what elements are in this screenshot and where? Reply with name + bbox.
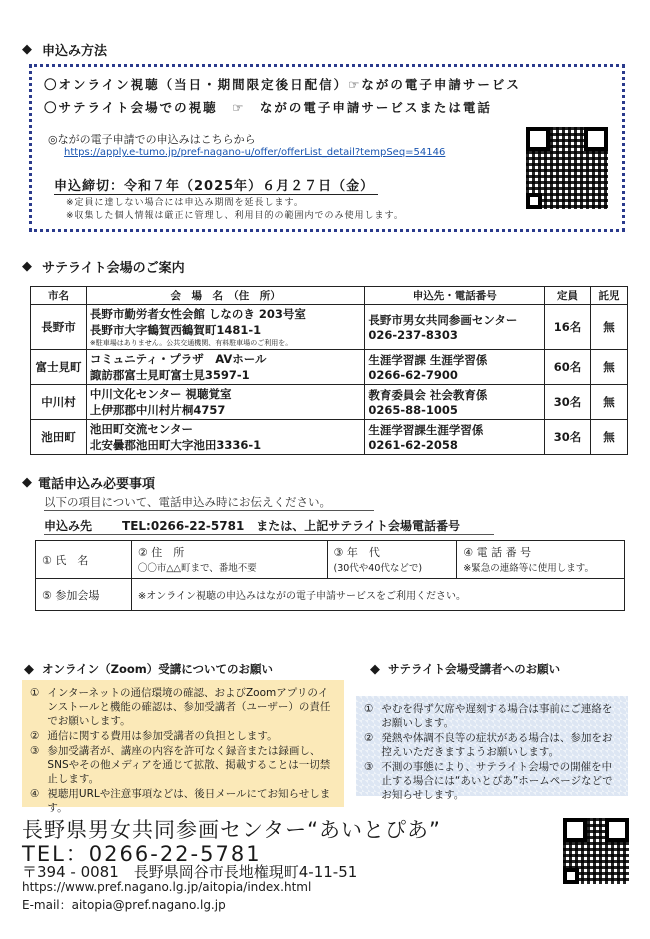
item-text: やむを得ず欠席や遅刻する場合は事前にご連絡をお願いします。 — [381, 703, 613, 729]
item-text: 不測の事態により、サテライト会場での開催を中止する場合には“あいとぴあ”ホームページなどでお知らせします。 — [381, 761, 613, 801]
list-item — [364, 702, 620, 730]
venues-header-row — [31, 287, 628, 305]
option-satellite: 〇サテライト会場での視聴 ☞ ながの電子申請サービスまたは電話 — [44, 100, 492, 115]
online-heading: オンライン（Zoom）受講についてのお願い — [42, 662, 274, 676]
application-box — [29, 64, 625, 232]
section-heading-application — [22, 40, 107, 59]
list-item — [364, 760, 620, 802]
item-num: ① — [364, 703, 374, 715]
item-num: ② — [364, 732, 374, 744]
dest-value: TEL:0266-22-5781 または、上記サテライト会場電話番号 — [122, 519, 460, 533]
table-row — [36, 541, 625, 579]
contact-cell — [365, 350, 545, 385]
venue-name: 中川文化センター 視聴覚室 — [89, 387, 232, 401]
venue-note: ※オンライン視聴の申込みはながの電子申請サービスをご利用ください。 — [131, 579, 624, 611]
age-note: (30代や40代などで) — [333, 563, 423, 574]
list-item — [30, 787, 336, 815]
item-venue: ⑤ 参加会場 — [36, 579, 132, 611]
dest-label: 申込み先 — [44, 519, 93, 533]
contact-cell — [365, 385, 545, 420]
venue-capacity: 30名 — [545, 420, 591, 455]
venue-address: 上伊那郡中川村片桐4757 — [89, 403, 226, 417]
venue-parking-note: ※駐車場はありません。公共交通機関、有料駐車場のご利用を。 — [89, 339, 293, 347]
venue-city: 中川村 — [31, 385, 87, 420]
item-text: 発熱や体調不良等の症状がある場合は、参加をお控えいただきますようお願いします。 — [381, 732, 613, 758]
application-link[interactable]: https://apply.e-tumo.jp/pref-nagano-u/offer/offerList_detail?tempSeq=54146 — [64, 147, 446, 158]
header-contact: 申込先・電話番号 — [365, 287, 545, 305]
venue-city: 長野市 — [31, 305, 87, 350]
footer-address: 〒394 - 0081 長野県岡谷市長地権現町4-11-51 — [22, 863, 358, 881]
venue-contact: 生涯学習課 生涯学習係 — [368, 353, 488, 367]
venue-cell — [86, 350, 364, 385]
qr-code-icon[interactable] — [563, 818, 629, 884]
diamond-icon: ◆ — [370, 661, 380, 677]
venue-name: コミュニティ・プラザ AVホール — [89, 352, 267, 366]
table-row — [36, 579, 625, 611]
deadline: 申込締切：令和７年（2025年）６月２７日（金） — [54, 175, 378, 195]
table-row — [31, 305, 628, 350]
venue-capacity: 16名 — [545, 305, 591, 350]
venue-cell — [86, 420, 364, 455]
section-heading-phone — [22, 473, 155, 492]
table-row — [31, 420, 628, 455]
item-num: ③ — [30, 745, 40, 757]
item-name: ① 氏 名 — [36, 541, 132, 579]
table-row — [31, 385, 628, 420]
age-label: ③ 年 代 — [333, 546, 380, 559]
phone-label: ④ 電 話 番 号 — [463, 546, 532, 559]
venue-phone: 026-237-8303 — [368, 328, 458, 342]
venue-address: 諏訪郡富士見町富士見3597-1 — [89, 368, 250, 382]
venue-city: 池田町 — [31, 420, 87, 455]
phone-intro: 以下の項目について、電話申込み時にお伝えください。 — [44, 494, 374, 511]
item-text: インターネットの通信環境の確認、およびZoomアプリのインストールと機能の確認は、参加受講者（ユーザー）の責任でお願いします。 — [47, 687, 331, 727]
venue-childcare: 無 — [591, 385, 628, 420]
venue-city: 富士見町 — [31, 350, 87, 385]
option-online: 〇オンライン視聴（当日・期間限定後日配信）☞ながの電子申請サービス — [44, 77, 521, 92]
list-item — [30, 744, 336, 786]
venue-name: 池田町交流センター — [89, 422, 193, 436]
section-heading-online — [24, 661, 273, 677]
footer-tel: TEL：0266-22-5781 — [22, 842, 262, 866]
section-heading-satellite — [370, 661, 560, 677]
header-childcare: 託児 — [591, 287, 628, 305]
venue-capacity: 30名 — [545, 385, 591, 420]
item-address — [131, 541, 327, 579]
venue-contact: 生涯学習課生涯学習係 — [368, 423, 484, 437]
footer-url[interactable]: https://www.pref.nagano.lg.jp/aitopia/index.html — [22, 880, 312, 894]
qr-code-icon[interactable] — [526, 127, 608, 209]
application-heading: 申込み方法 — [42, 44, 108, 59]
address-label: ② 住 所 — [137, 546, 185, 559]
venue-phone: 0261-62-2058 — [368, 438, 458, 452]
phone-note: ※緊急の連絡等に使用します。 — [463, 563, 594, 574]
venues-heading: サテライト会場のご案内 — [42, 261, 185, 276]
list-item — [364, 731, 620, 759]
contact-cell — [365, 420, 545, 455]
note-privacy: ※収集した個人情報は厳正に管理し、利用目的の範囲内でのみ使用します。 — [66, 211, 404, 221]
venue-childcare: 無 — [591, 420, 628, 455]
header-capacity: 定員 — [545, 287, 591, 305]
item-age — [327, 541, 457, 579]
diamond-icon: ◆ — [22, 42, 32, 57]
item-text: 視聴用URLや注意事項などは、後日メールにてお知らせします。 — [47, 788, 331, 814]
note-extension: ※定員に達しない場合には申込み期間を延長します。 — [66, 198, 304, 208]
diamond-icon: ◆ — [22, 475, 32, 490]
item-num: ① — [30, 687, 40, 699]
venue-childcare: 無 — [591, 305, 628, 350]
footer-email[interactable]: E-mail：aitopia@pref.nagano.lg.jp — [22, 898, 226, 912]
item-num: ④ — [30, 788, 40, 800]
venue-phone: 0265-88-1005 — [368, 403, 458, 417]
venue-address: 長野市大字鶴賀西鶴賀町1481-1 — [89, 323, 262, 337]
header-city: 市名 — [31, 287, 87, 305]
header-venue: 会 場 名 （住 所） — [86, 287, 364, 305]
address-note: 〇〇市△△町まで、番地不要 — [137, 563, 257, 574]
phone-heading: 電話申込み必要事項 — [38, 477, 156, 492]
diamond-icon: ◆ — [24, 661, 34, 677]
diamond-icon: ◆ — [22, 259, 32, 274]
satellite-heading: サテライト会場受講者へのお願い — [388, 662, 561, 676]
item-text: 通信に関する費用は参加受講者の負担とします。 — [47, 730, 278, 742]
list-item — [30, 729, 336, 743]
venue-name: 長野市勤労者女性会館 しなのき 203号室 — [89, 307, 306, 321]
contact-cell — [365, 305, 545, 350]
satellite-notes-box — [356, 696, 628, 801]
link-intro: ◎ながの電子申請での申込みはこちらから — [48, 133, 256, 146]
item-phone — [457, 541, 625, 579]
footer-org: 長野県男女共同参画センター“あいとぴあ” — [22, 818, 441, 842]
venue-childcare: 無 — [591, 350, 628, 385]
venue-phone: 0266-62-7900 — [368, 368, 458, 382]
venue-capacity: 60名 — [545, 350, 591, 385]
item-num: ② — [30, 730, 40, 742]
item-text: 参加受講者が、講座の内容を許可なく録音または録画し、SNSやその他メディアを通じて拡散、掲載することは一切禁止します。 — [47, 745, 331, 785]
venue-contact: 教育委員会 社会教育係 — [368, 388, 488, 402]
item-num: ③ — [364, 761, 374, 773]
venue-cell — [86, 385, 364, 420]
list-item — [30, 686, 336, 728]
online-notes-box — [22, 680, 344, 814]
table-row — [31, 350, 628, 385]
venue-contact: 長野市男女共同参画センター — [368, 313, 518, 327]
section-heading-venues — [22, 257, 185, 276]
venue-cell — [86, 305, 364, 350]
phone-destination — [44, 517, 494, 535]
venue-address: 北安曇郡池田町大字池田3336-1 — [89, 438, 262, 452]
venues-table — [30, 286, 628, 455]
phone-items-table — [35, 540, 625, 611]
